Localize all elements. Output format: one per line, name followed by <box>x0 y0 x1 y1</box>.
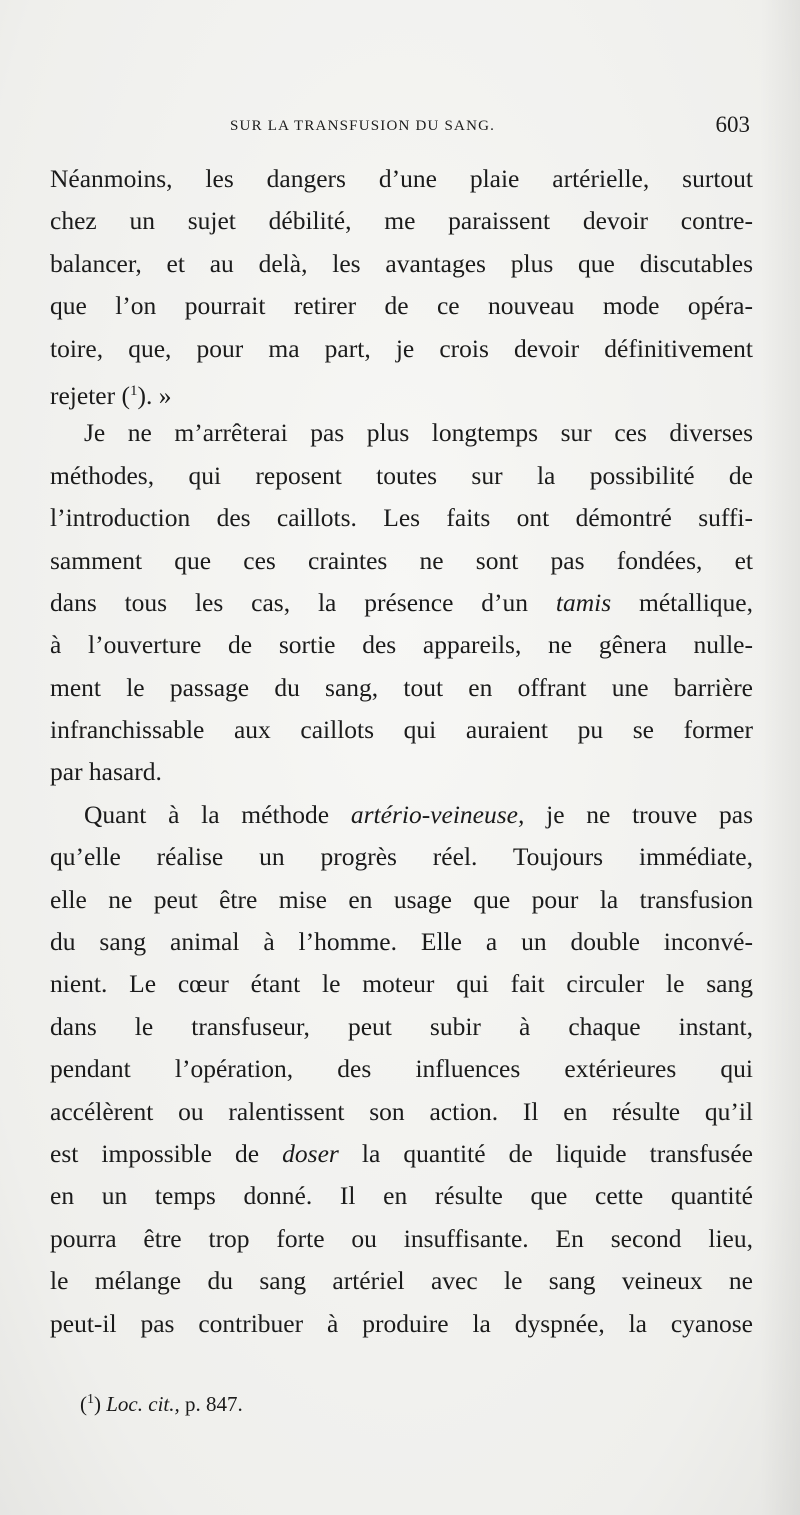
italic-term: tamis <box>555 587 612 617</box>
italic-term: doser <box>282 1138 339 1168</box>
text-segment: rejeter ( <box>50 380 130 410</box>
text-line <box>50 370 753 412</box>
text-segment: je ne trouve pas <box>524 799 753 829</box>
text-line: le mélange du sang artériel avec le sang veineux ne <box>50 1266 753 1296</box>
text-line: à l’ouverture de sortie des appareils, ne gênera nulle- <box>50 630 753 660</box>
text-line: l’introduction des caillots. Les faits ont démontré suffi- <box>50 503 753 533</box>
text-segment: Quant à la méthode <box>84 799 351 829</box>
text-segment: est impossible de <box>50 1138 283 1168</box>
text-line: ment le passage du sang, tout en offrant une barrière <box>50 672 753 702</box>
text-line: balancer, et au delà, les avantages plus que discutables <box>50 248 753 278</box>
text-line: dans le transfuseur, peut subir à chaque instant, <box>50 1011 753 1041</box>
text-segment: dans tous les cas, la présence d’un <box>50 587 556 617</box>
italic-term: artério-veineuse, <box>350 799 525 829</box>
body-text <box>50 158 753 1345</box>
text-line: accélèrent ou ralentissent son action. Il en résulte qu’il <box>50 1096 753 1126</box>
footnote-page-ref: p. 847. <box>179 1392 243 1416</box>
text-line: méthodes, qui reposent toutes sur la possibilité de <box>50 460 753 490</box>
running-title: SUR LA TRANSFUSION DU SANG. <box>230 118 496 134</box>
text-line: Je ne m’arrêterai pas plus longtemps sur ces diverses <box>84 418 753 448</box>
text-line <box>50 582 753 624</box>
text-line: en un temps donné. Il en résulte que cette quantité <box>50 1181 753 1211</box>
text-line: chez un sujet débilité, me paraissent devoir contre- <box>50 206 753 236</box>
text-line: du sang animal à l’homme. Elle a un double inconvé- <box>50 927 753 957</box>
footnote-open-paren: ( <box>80 1392 87 1416</box>
running-head <box>230 112 750 146</box>
footnote-reference[interactable]: 1 <box>129 382 138 399</box>
text-line: qu’elle réalise un progrès réel. Toujours immédiate, <box>50 842 753 872</box>
text-line: infranchissable aux caillots qui auraient pu se former <box>50 715 753 745</box>
page-shadow <box>760 0 800 1515</box>
footnote <box>80 1392 243 1417</box>
text-line: peut-il pas contribuer à produire la dyspnée, la cyanose <box>50 1308 753 1338</box>
text-line: elle ne peut être mise en usage que pour la transfusion <box>50 884 753 914</box>
text-line: que l’on pourrait retirer de ce nouveau mode opéra- <box>50 291 753 321</box>
text-line <box>50 1133 753 1175</box>
text-line: samment que ces craintes ne sont pas fondées, et <box>50 545 753 575</box>
footnote-close-paren: ) <box>94 1392 101 1416</box>
text-line: Néanmoins, les dangers d’une plaie artérielle, surtout <box>50 164 753 193</box>
footnote-mark: 1 <box>87 1392 94 1407</box>
footnote-italic-ref: Loc. cit., <box>106 1392 180 1416</box>
text-segment: la quantité de liquide transfusée <box>338 1138 753 1168</box>
text-line: pendant l’opération, des influences extérieures qui <box>50 1054 753 1084</box>
text-line: pourra être trop forte ou insuffisante. En second lieu, <box>50 1223 753 1253</box>
text-segment: métallique, <box>611 587 753 617</box>
text-line: par hasard. <box>50 757 162 787</box>
page-number: 603 <box>715 112 750 137</box>
text-segment: ). » <box>137 380 172 410</box>
text-line: toire, que, pour ma part, je crois devoir définitivement <box>50 333 753 363</box>
text-line: nient. Le cœur étant le moteur qui fait circuler le sang <box>50 969 753 999</box>
text-line <box>50 794 753 836</box>
